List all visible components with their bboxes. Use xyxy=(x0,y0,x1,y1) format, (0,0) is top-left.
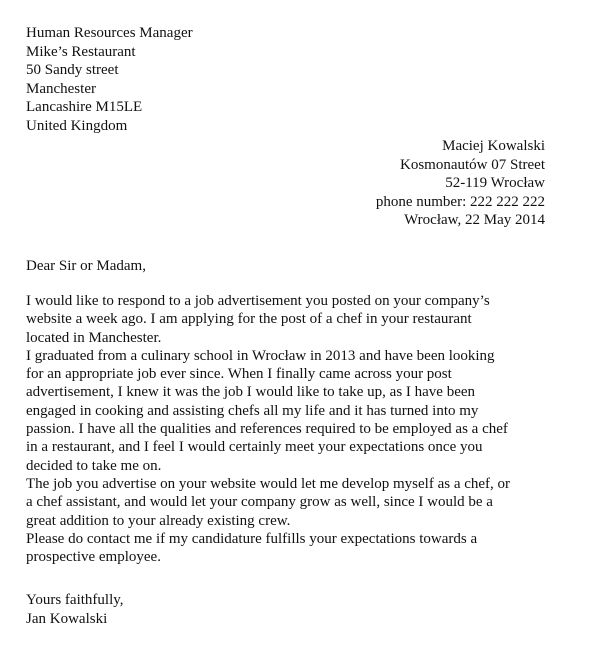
sender-street: Kosmonautów 07 Street xyxy=(400,156,545,173)
recipient-region: Lancashire M15LE xyxy=(26,99,143,115)
recipient-street: 50 Sandy street xyxy=(26,62,119,78)
body-line: advertisement, I knew it was the job I would like to take up, as I have been xyxy=(26,384,476,401)
closing xyxy=(26,591,124,628)
body-line: The job you advertise on your website would let me develop myself as a chef, or xyxy=(26,475,511,492)
body-line: in a restaurant, and I feel I would certainly meet your expectations once you xyxy=(26,439,483,456)
sender-city: 52-119 Wrocław xyxy=(445,175,545,191)
body-line: I would like to respond to a job advertisement you posted on your company’s xyxy=(26,293,490,309)
recipient-address xyxy=(26,24,193,135)
recipient-country: United Kingdom xyxy=(26,117,128,134)
body-line: prospective employee. xyxy=(26,549,161,566)
closing-phrase: Yours faithfully, xyxy=(26,592,124,608)
recipient-company: Mike’s Restaurant xyxy=(26,43,136,60)
body-line: great addition to your already existing crew. xyxy=(26,512,291,529)
body-line: Please do contact me if my candidature fulfills your expectations towards a xyxy=(26,530,478,547)
body-line: website a week ago. I am applying for the post of a chef in your restaurant xyxy=(26,311,472,328)
sender-name: Maciej Kowalski xyxy=(442,138,545,154)
recipient-city: Manchester xyxy=(26,80,96,97)
body-line: I graduated from a culinary school in Wrocław in 2013 and have been looking xyxy=(26,347,495,364)
sender-date: Wrocław, 22 May 2014 xyxy=(404,212,545,228)
body-line: located in Manchester. xyxy=(26,329,162,346)
body-line: passion. I have all the qualities and references required to be employed as a chef xyxy=(26,421,508,438)
recipient-title: Human Resources Manager xyxy=(26,25,193,41)
sender-phone: phone number: 222 222 222 xyxy=(375,193,545,210)
salutation: Dear Sir or Madam, xyxy=(26,258,146,274)
letter-body xyxy=(26,292,566,566)
body-line: for an appropriate job ever since. When I finally came across your post xyxy=(26,366,452,383)
body-line: a chef assistant, and would let your company grow as well, since I would be a xyxy=(26,494,493,511)
body-line: decided to take me on. xyxy=(26,457,162,474)
body-line: engaged in cooking and assisting chefs all my life and it has turned into my xyxy=(26,402,479,419)
sender-address xyxy=(376,137,545,230)
signature-name: Jan Kowalski xyxy=(26,610,108,627)
